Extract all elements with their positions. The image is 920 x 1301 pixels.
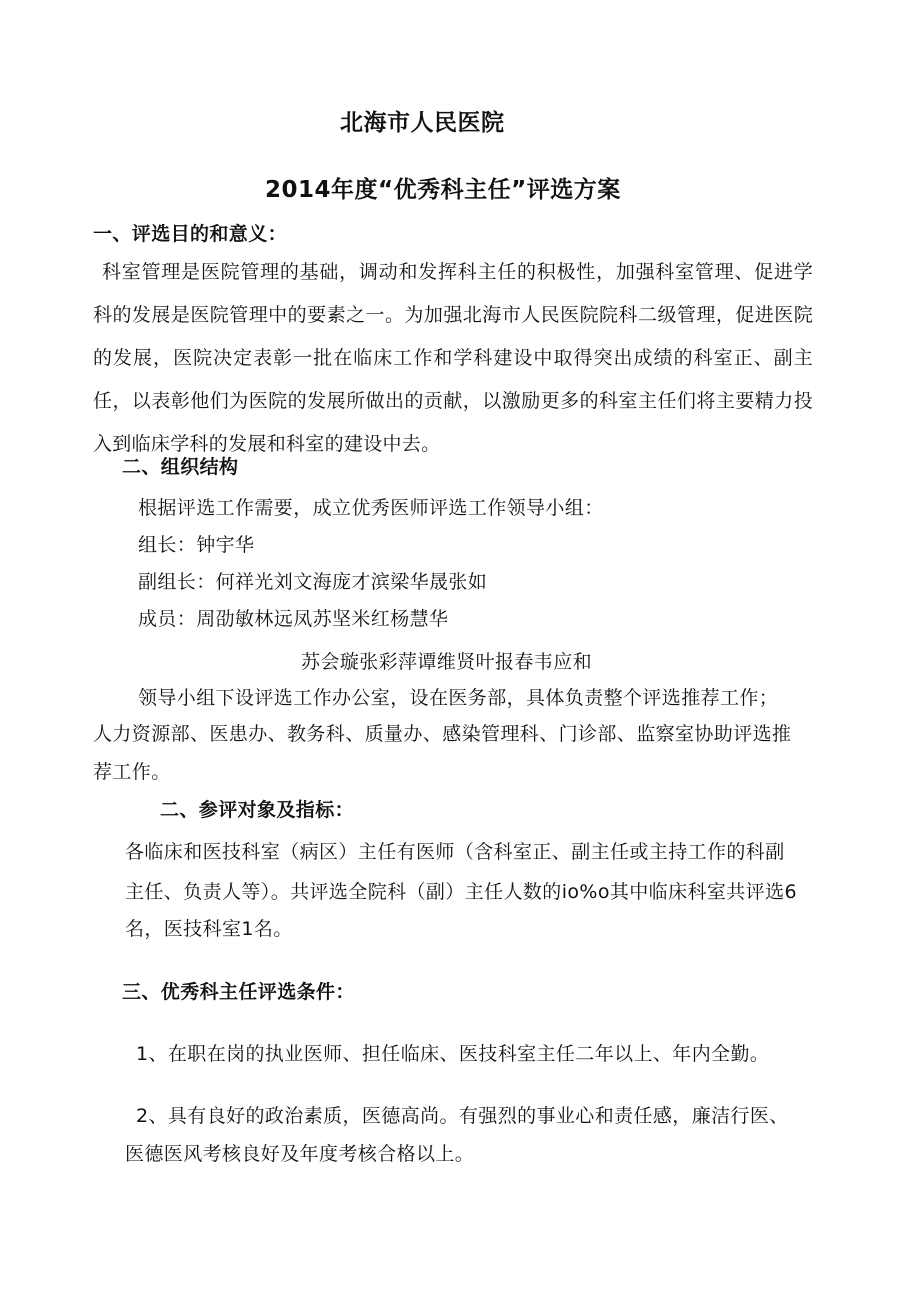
document-subtitle: 2014年度“优秀科主任”评选方案: [265, 177, 621, 203]
participants-line-3: 名，医技科室1名。: [125, 918, 293, 940]
members: 成员：周劭敏林远凤苏坚米红杨慧华: [138, 608, 449, 630]
section-heading-organization: 二、组织结构: [122, 456, 239, 478]
criteria-item-2-line-2: 医德医风考核良好及年度考核合格以上。: [125, 1143, 475, 1165]
purpose-paragraph: 科室管理是医院管理的基础，调动和发挥科主任的积极性，加强科室管理、促进学科的发展是医院管理中的要素之一。为加强北海市人民医院院科二级管理，促进医院的发展，医院决定表彰一批在临床工作和学科建设中取得突出成绩的科室正、副主任，以表彰他们为医院的发展所做出的贡献，以激励更多的科室主任们将主要精力投入到临床学科的发展和科室的建设中去。: [93, 261, 813, 455]
criteria-item-2-line-1: 2、具有良好的政治素质，医德高尚。有强烈的事业心和责任感，廉洁行医、: [136, 1105, 789, 1127]
office-line-3: 荐工作。: [93, 761, 171, 783]
office-line-1: 领导小组下设评选工作办公室，设在医务部，具体负责整个评选推荐工作；: [138, 687, 779, 709]
organization-intro: 根据评选工作需要，成立优秀医师评选工作领导小组：: [138, 497, 604, 519]
group-leader: 组长：钟宇华: [138, 534, 255, 556]
office-line-2: 人力资源部、医患办、教务科、质量办、感染管理科、门诊部、监察室协助评选推: [93, 723, 792, 745]
section-heading-participants: 二、参评对象及指标：: [160, 799, 355, 821]
participants-line-1: 各临床和医技科室（病区）主任有医师（含科室正、副主任或主持工作的科副: [125, 841, 785, 863]
participants-line-2: 主任、负责人等）。共评选全院科（副）主任人数的io%o其中临床科室共评选6: [125, 881, 797, 903]
members-continued: 苏会璇张彩萍谭维贤叶报春韦应和: [301, 651, 593, 673]
document-title: 北海市人民医院: [340, 110, 505, 136]
section-heading-criteria: 三、优秀科主任评选条件：: [122, 981, 355, 1003]
deputy-leaders: 副组长：何祥光刘文海庞才滨梁华晟张如: [138, 571, 488, 593]
criteria-item-1: 1、在职在岗的执业医师、担任临床、医技科室主任二年以上、年内全勤。: [136, 1043, 770, 1065]
section-heading-purpose: 一、评选目的和意义：: [93, 223, 288, 245]
